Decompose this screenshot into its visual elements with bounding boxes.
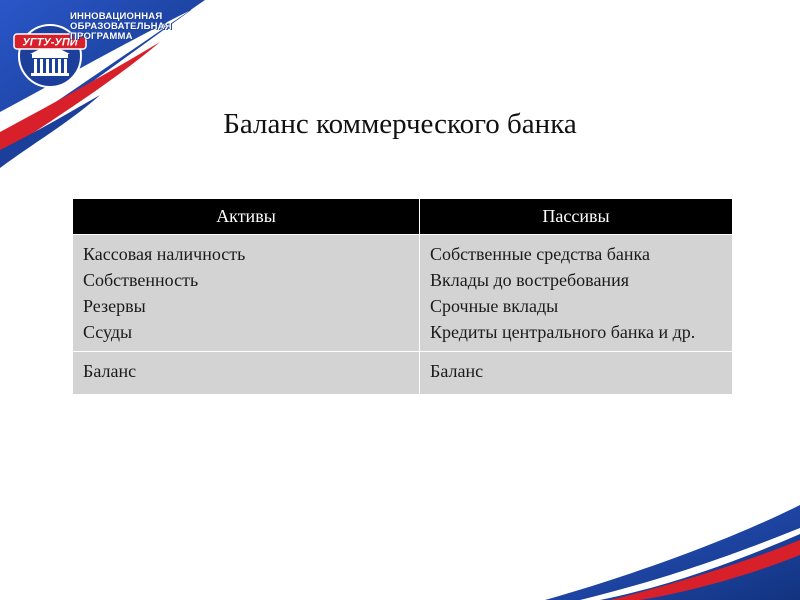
slide-title: Баланс коммерческого банка (223, 108, 577, 140)
liability-item: Кредиты центрального банка и др. (430, 322, 696, 342)
asset-item: Кассовая наличность (83, 244, 246, 264)
balance-table (72, 198, 733, 395)
program-line-3: ПРОГРАММА (70, 31, 133, 42)
header-row (73, 199, 733, 235)
liability-item: Срочные вклады (430, 296, 559, 316)
assets-cell (73, 235, 420, 352)
items-row (73, 235, 733, 352)
logo-badge-text: УГТУ-УПИ (22, 36, 78, 49)
header-assets: Активы (73, 199, 420, 235)
asset-item: Ссуды (83, 322, 133, 342)
asset-item: Резервы (83, 296, 146, 316)
liability-item: Вклады до востребования (430, 270, 629, 290)
total-row (73, 352, 733, 395)
liabilities-cell (420, 235, 733, 352)
total-liabilities: Баланс (420, 352, 733, 395)
program-line-2: ОБРАЗОВАТЕЛЬНАЯ (70, 21, 172, 32)
total-assets: Баланс (73, 352, 420, 395)
program-caption (70, 12, 172, 42)
asset-item: Собственность (83, 270, 199, 290)
program-line-1: ИННОВАЦИОННАЯ (70, 11, 163, 22)
header-liabilities: Пассивы (420, 199, 733, 235)
liability-item: Собственные средства банка (430, 244, 650, 264)
